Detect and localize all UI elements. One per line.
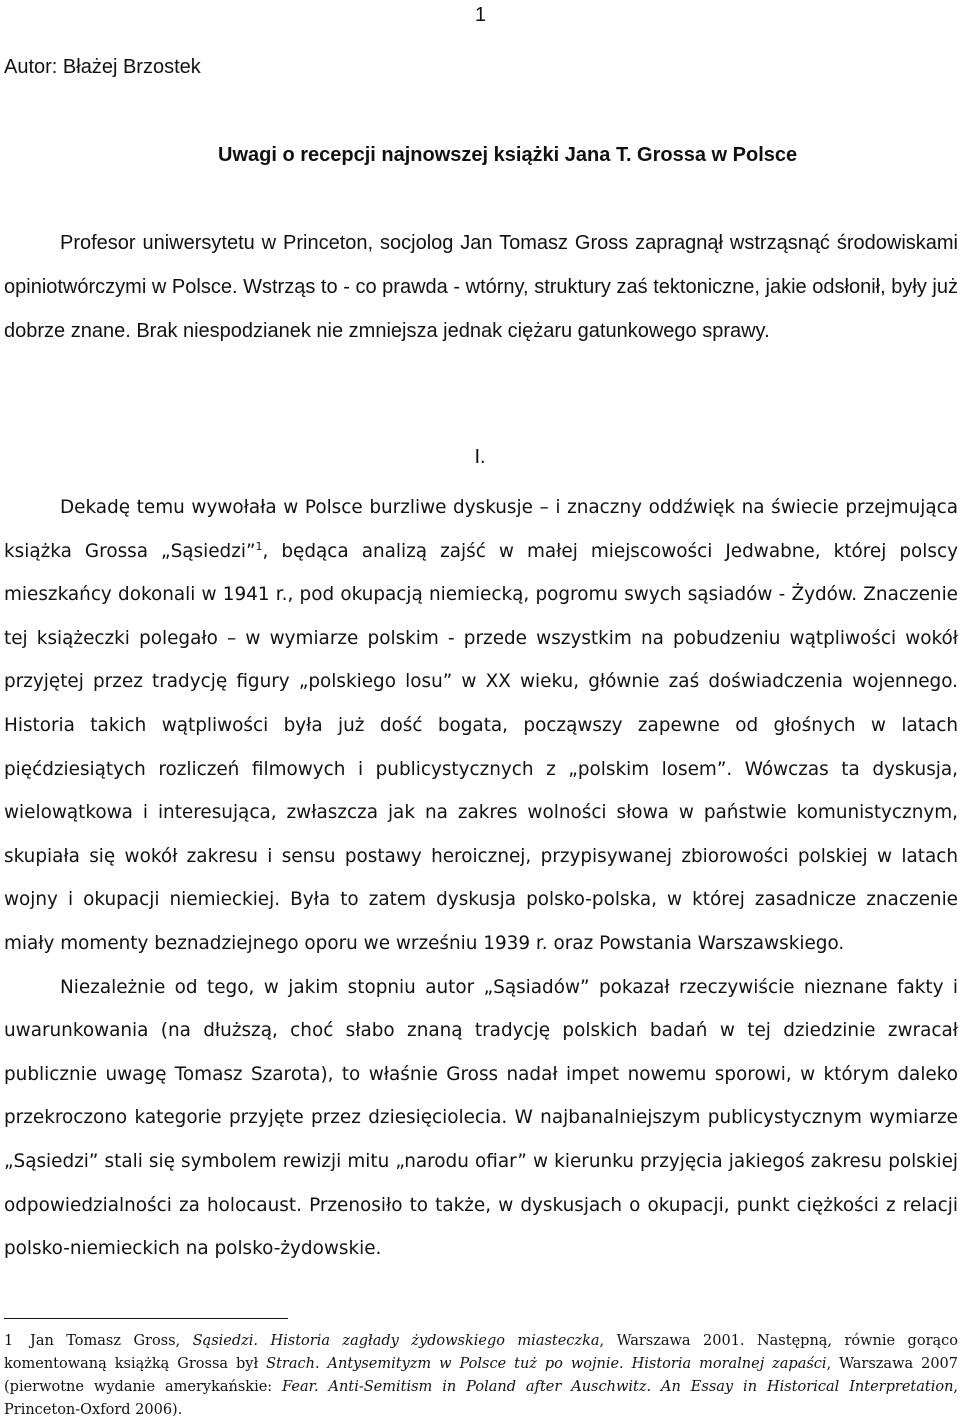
footnote-title-2: Strach. Antysemityzm w Polsce tuż po wojnie. Historia moralnej zapaści: [266, 1356, 827, 1372]
footnote-text-2: , Warszawa 2001. Następną, równie gorąco komentowaną książką Grossa był: [4, 1333, 958, 1372]
footnote-text-4: , Princeton-Oxford 2006).: [4, 1379, 959, 1418]
author-line: Autor: Błażej Brzostek: [4, 56, 201, 78]
intro-paragraph: Profesor uniwersytetu w Princeton, socjolog Jan Tomasz Gross zapragnął wstrząsnąć środowiskami opiniotwórczymi w Polsce. Wstrząs to - co prawda - wtórny, struktury zaś tektoniczne, jakie odsłonił, były już dobrze znane. Brak niespodzianek nie zmniejsza jednak ciężaru gatunkowego sprawy.: [4, 232, 958, 342]
footnote-title-1: Sąsiedzi. Historia zagłady żydowskiego miasteczka: [192, 1333, 600, 1349]
footnote-separator: [4, 1318, 288, 1319]
footnote: [4, 1330, 958, 1422]
body-text: [4, 486, 958, 1271]
footnote-title-3: Fear. Anti-Semitism in Poland after Auschwitz. An Essay in Historical Interpretation: [282, 1379, 954, 1395]
section-heading: I.: [474, 446, 486, 468]
document-title: Uwagi o recepcji najnowszej książki Jana T. Grossa w Polsce: [218, 144, 798, 166]
paragraph-1-rest: , będąca analizą zajść w małej miejscowości Jedwabne, której polscy mieszkańcy dokonali w 1941 r., pod okupacją niemiecką, pogromu swych sąsiadów - Żydów. Znaczenie tej książeczki polegało – w wymiarze polskim - przede wszystkim na pobudzeniu wątpliwości wokół przyjętej przez tradycję figury „polskiego losu” w XX wieku, głównie zaś doświadczenia wojennego. Historia takich wątpliwości była już dość bogata, począwszy zapewne od głośnych w latach pięćdziesiątych rozliczeń filmowych i publicystycznych z „polskim losem”. Wówczas ta dyskusja, wielowątkowa i interesująca, zwłaszcza jak na zakres wolności słowa w państwie komunistycznym, skupiała się wokół zakresu i sensu postawy heroicznej, przypisywanej zbiorowości polskiej w latach wojny i okupacji niemieckiej. Była to zatem dyskusja polsko-polska, w której zasadnicze znaczenie miały momenty beznadziejnego oporu we wrześniu 1939 r. oraz Powstania Warszawskiego.: [4, 540, 958, 954]
footnote-reference: 1: [255, 539, 263, 553]
paragraph-1: [4, 486, 958, 966]
footnote-number: 1: [4, 1333, 14, 1349]
footnote-text-1: Jan Tomasz Gross,: [30, 1333, 181, 1349]
footnote-text-3: , Warszawa 2007 (pierwotne wydanie amerykańskie:: [4, 1356, 958, 1395]
paragraph-2: Niezależnie od tego, w jakim stopniu autor „Sąsiadów” pokazał rzeczywiście nieznane fakty i uwarunkowania (na dłuższą, choć słabo znaną tradycję polskich badań w tej dziedzinie zwracał publicznie uwagę Tomasz Szarota), to właśnie Gross nadał impet nowemu sporowi, w którym daleko przekroczono kategorie przyjęte przez dziesięciolecia. W najbanalniejszym publicystycznym wymiarze „Sąsiedzi” stali się symbolem rewizji mitu „narodu ofiar” w kierunku przyjęcia jakiegoś zakresu polskiej odpowiedzialności za holocaust. Przenosiło to także, w dyskusjach o okupacji, punkt ciężkości z relacji polsko-niemieckich na polsko-żydowskie.: [4, 976, 958, 1260]
page-number: 1: [474, 4, 486, 26]
paragraph-1-start: Dekadę temu wywołała w Polsce burzliwe dyskusje – i znaczny oddźwięk na świecie przejmująca książka Grossa „Sąsiedzi”: [4, 497, 958, 562]
